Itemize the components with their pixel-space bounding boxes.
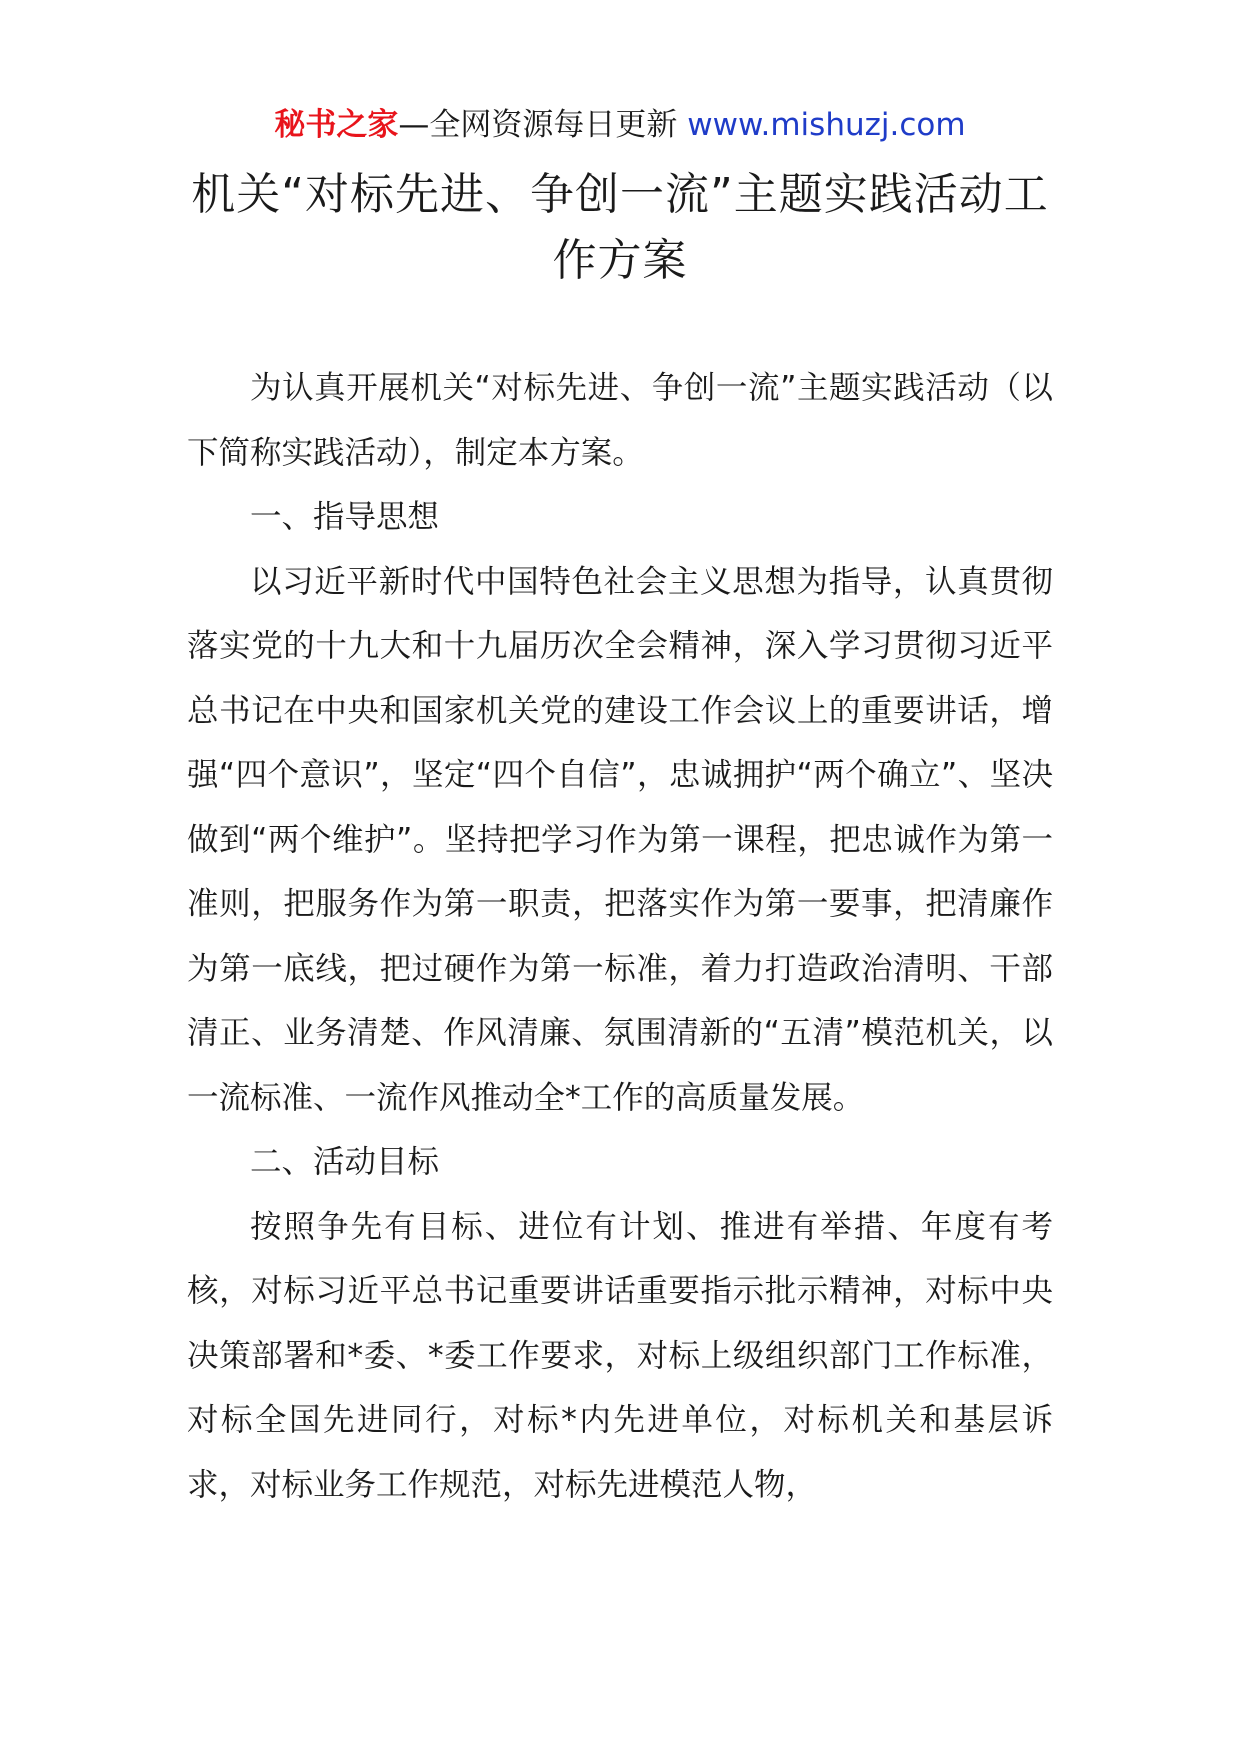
page-header (0, 103, 1240, 147)
intro-paragraph: 为认真开展机关“对标先进、争创一流”主题实践活动（以下简称实践活动），制定本方案。 (187, 370, 1053, 471)
section-heading-activity-goals: 二、活动目标 (250, 1144, 440, 1180)
activity-goals-paragraph: 按照争先有目标、进位有计划、推进有举措、年度有考核，对标习近平总书记重要讲话重要指示批示精神，对标中央决策部署和*委、*委工作要求，对标上级组织部门工作标准，对标全国先进同行，对标*内先进单位，对标机关和基层诉求，对标业务工作规范，对标先进模范人物， (187, 1208, 1053, 1503)
document-title: 机关“对标先进、争创一流”主题实践活动工作方案 (191, 169, 1049, 286)
document-body (187, 356, 1053, 1517)
header-slogan: —全网资源每日更新 (398, 107, 678, 143)
section-heading-guiding-thought: 一、指导思想 (250, 499, 440, 535)
brand-name: 秘书之家 (274, 107, 399, 143)
website-link[interactable]: www.mishuzj.com (687, 107, 966, 143)
guiding-thought-paragraph: 以习近平新时代中国特色社会主义思想为指导，认真贯彻落实党的十九大和十九届历次全会精神，深入学习贯彻习近平总书记在中央和国家机关党的建设工作会议上的重要讲话，增强“四个意识”，坚定“四个自信”，忠诚拥护“两个确立”、坚决做到“两个维护”。坚持把学习作为第一课程，把忠诚作为第一准则，把服务作为第一职责，把落实作为第一要事，把清廉作为第一底线，把过硬作为第一标准，着力打造政治清明、干部清正、业务清楚、作风清廉、氛围清新的“五清”模范机关，以一流标准、一流作风推动全*工作的高质量发展。 (187, 563, 1053, 1116)
